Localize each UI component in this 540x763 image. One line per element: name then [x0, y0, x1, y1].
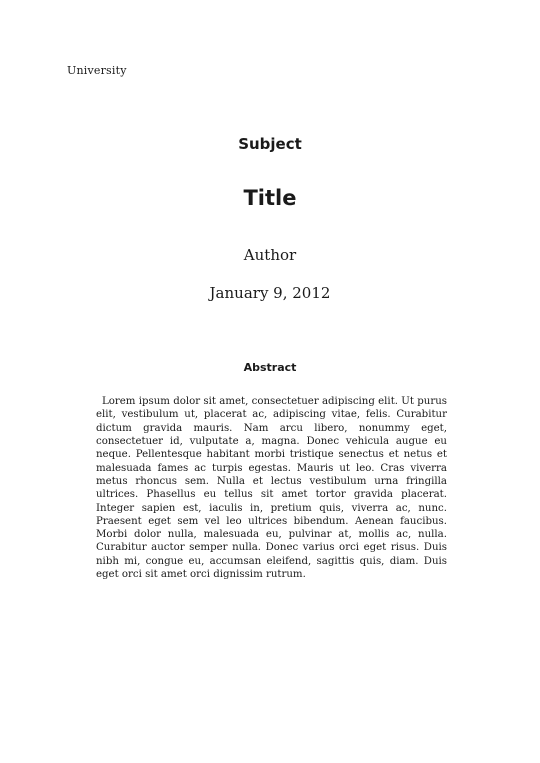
author-name: Author	[243, 246, 297, 264]
abstract-text: Lorem ipsum dolor sit amet, consectetuer adipiscing elit. Ut purus elit, vestibulum ut, placerat ac, adipiscing vitae, felis. Curabitur dictum gravida mauris. Nam arcu libero, nonummy eget, consectetuer id, vulputate a, magna. Donec vehicula augue eu neque. Pellentesque habitant morbi tristique senectus et netus et malesuada fames ac turpis egestas. Mauris ut leo. Cras viverra metus rhoncus sem. Nulla et lectus vestibulum urna fringilla ultrices. Phasellus eu tellus sit amet tortor gravida placerat. Integer sapien est, iaculis in, pretium quis, viverra ac, nunc. Praesent eget sem vel leo ultrices bibendum. Aenean faucibus. Morbi dolor nulla, malesuada eu, pulvinar at, mollis ac, nulla. Curabitur auctor semper nulla. Donec varius orci eget risus. Duis nibh mi, congue eu, accumsan eleifend, sagittis quis, diam. Duis eget orci sit amet orci dignissim rutrum.	[96, 396, 447, 581]
university-label: University	[67, 64, 127, 77]
subject-heading: Subject	[238, 135, 302, 153]
abstract-heading: Abstract	[243, 361, 297, 374]
document-date: January 9, 2012	[209, 284, 331, 302]
document-title: Title	[243, 186, 297, 210]
